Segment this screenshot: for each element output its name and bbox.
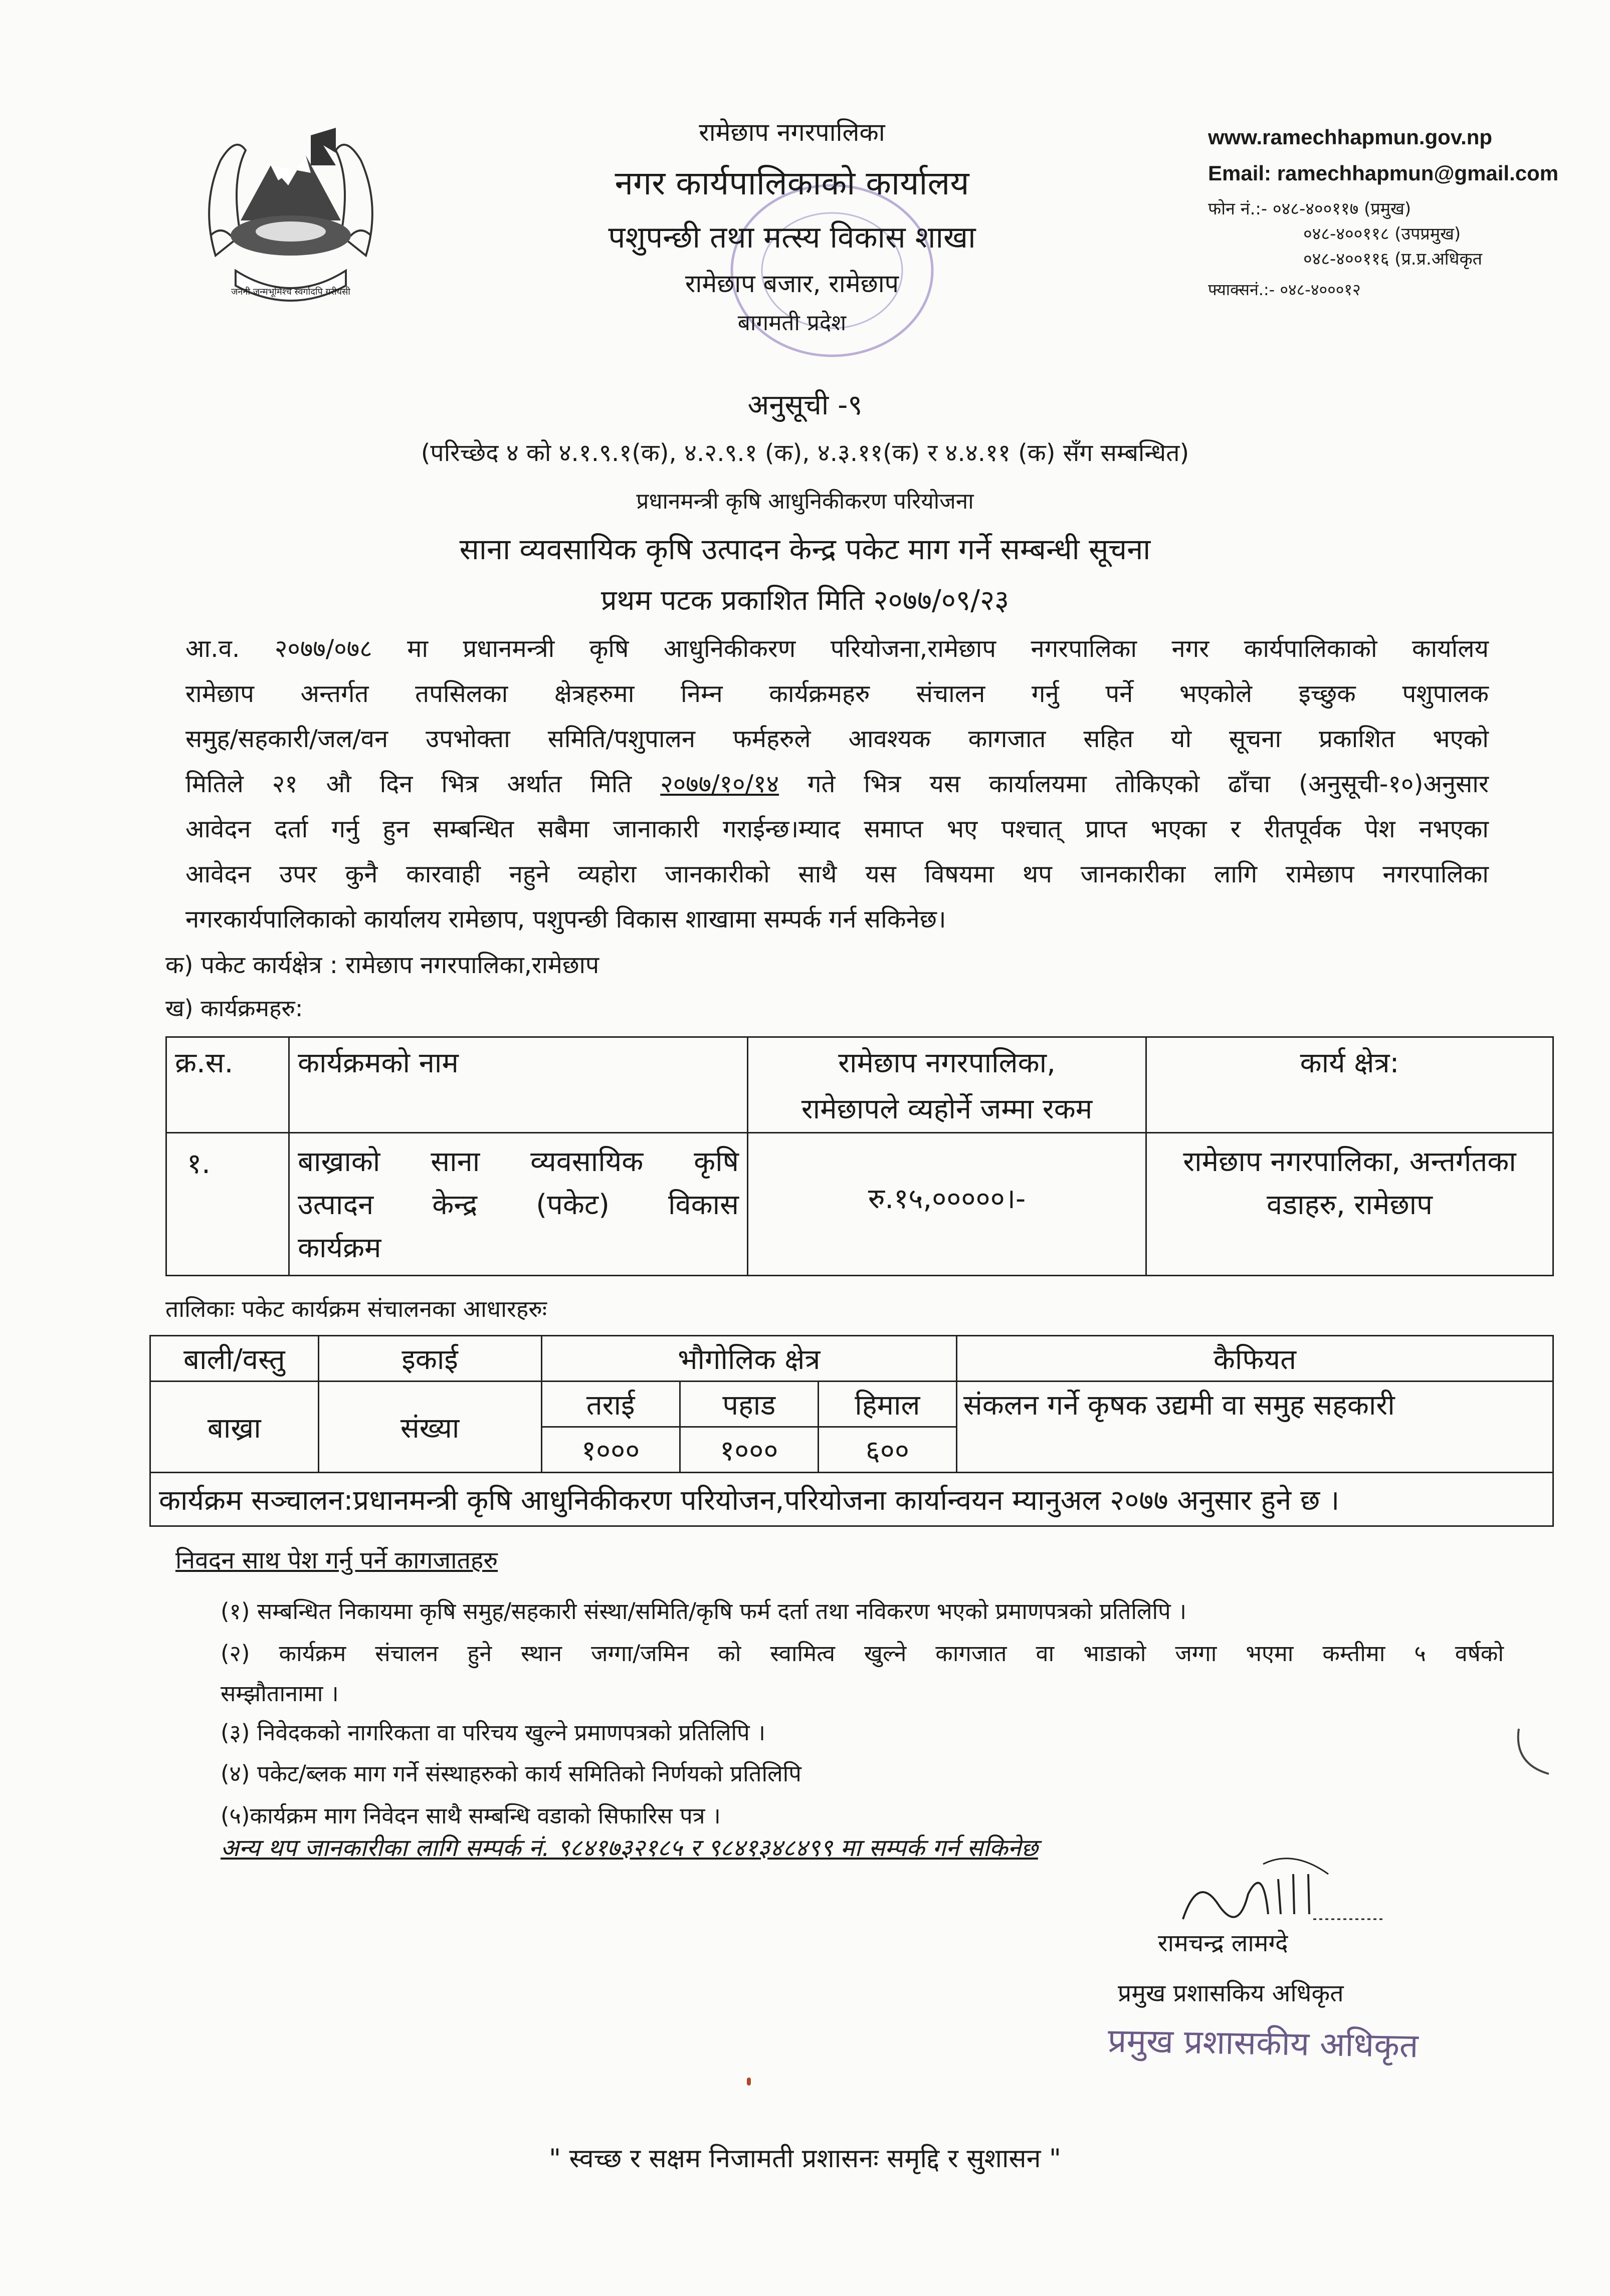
header-amount-line: रामेछाप नगरपालिका,	[838, 1047, 1056, 1079]
document-item-line: सम्झौतानामा ।	[221, 1680, 339, 1707]
document-item	[221, 1634, 1504, 1714]
email-address[interactable]: Email: ramechhapmun@gmail.com	[1208, 161, 1559, 185]
nepal-government-emblem-icon	[185, 105, 396, 316]
publish-date: प्रथम पटक प्रकाशित मिति २०७७/०९/२३	[600, 584, 1010, 617]
footer-motto: " स्वच्छ र सक्षम निजामती प्रशासनः समृद्दि र सुशासन "	[549, 2144, 1061, 2174]
document-item: (१) सम्बन्धित निकायमा कृषि समुह/सहकारी संस्था/समिति/कृषि फर्म दर्ता तथा नविकरण भएको प्रमाणपत्रको प्रतिलिपि ।	[221, 1598, 1187, 1625]
header-himal: हिमाल	[818, 1382, 956, 1427]
ink-mark	[747, 2078, 751, 2086]
program-operation-note: कार्यक्रम सञ्चालन:प्रधानमन्त्री कृषि आधुनिकीकरण परियोजन,परियोजना कार्यान्वयन म्यानुअल २०७७ अनुसार हुने छ ।	[150, 1473, 1553, 1526]
body-line: नगरकार्यपालिकाको कार्यालय रामेछाप, पशुपन्छी विकास शाखामा सम्पर्क गर्न सकिनेछ।	[185, 905, 946, 934]
body-line: आवेदन उपर कुनै कारवाही नहुने व्यहोरा जानकारीको साथै यस विषयमा थप जानकारीका लागि रामेछाप नगरपालिका	[185, 860, 1489, 888]
deadline-date: २०७७/१०/१४	[660, 770, 779, 798]
table-row	[150, 1473, 1553, 1526]
notice-title: साना व्यवसायिक कृषि उत्पादन केन्द्र पकेट माग गर्ने सम्बन्धी सूचना	[459, 532, 1151, 566]
province-name: बागमती प्रदेश	[737, 310, 847, 336]
document-item-line: (२) कार्यक्रम संचालन हुने स्थान जग्गा/जमिन को स्वामित्व खुल्ने कागजात वा भाडाको जग्गा भएमा कम्तीमा ५ वर्षको	[221, 1640, 1504, 1667]
program-name-line: कार्यक्रम	[298, 1232, 381, 1264]
cell-himal: ६००	[818, 1427, 956, 1473]
document-item: (५)कार्यक्रम माग निवेदन साथै सम्बन्धि वडाको सिफारिस पत्र ।	[221, 1802, 721, 1829]
body-text: गते भित्र यस कार्यालयमा तोकिएको ढाँचा (अनुसूची-१०)अनुसार	[807, 770, 1489, 798]
header-sn: क्र.स.	[166, 1037, 289, 1133]
notice-body	[185, 626, 1489, 942]
documents-heading: निवदन साथ पेश गर्नु पर्ने कागजातहरु	[175, 1546, 498, 1574]
header-terai: तराई	[541, 1382, 680, 1427]
cell-remark: संकलन गर्ने कृषक उद्यमी वा समुह सहकारी	[956, 1382, 1553, 1473]
pocket-area: क) पकेट कार्यक्षेत्र : रामेछाप नगरपालिका,रामेछाप	[165, 951, 599, 979]
designation-stamp: प्रमुख प्रशासकीय अधिकृत	[1107, 2021, 1419, 2065]
work-area-line: वडाहरु, रामेछाप	[1267, 1189, 1433, 1221]
table-header-row	[166, 1037, 1553, 1133]
body-line: आवेदन दर्ता गर्नु हुन सम्बन्धित सबैमा जानाकारी गराईन्छ।म्याद समाप्त भए पश्चात् प्राप्त भएका र रीतपूर्वक पेश नभएका	[185, 815, 1489, 843]
work-area-line: रामेछाप नगरपालिका, अन्तर्गतका	[1183, 1145, 1516, 1178]
cell-unit: संख्या	[318, 1382, 541, 1473]
basis-table	[149, 1335, 1554, 1527]
program-name-line: उत्पादन केन्द्र (पकेट) विकास	[298, 1189, 739, 1221]
header-remarks: कैफियत	[956, 1336, 1553, 1382]
body-line: रामेछाप अन्तर्गत तपसिलका क्षेत्रहरुमा निम्न कार्यक्रमहरु संचालन गर्नु पर्ने भएकोले इच्छुक पशुपालक	[185, 679, 1489, 708]
basis-table-caption: तालिकाः पकेट कार्यक्रम संचालनका आधारहरुः	[165, 1295, 547, 1322]
body-line-deadline	[185, 762, 1489, 807]
cell-amount: रु.१५,०००००।-	[748, 1133, 1146, 1276]
body-line: समुह/सहकारी/जल/वन उपभोक्ता समिति/पशुपालन फर्महरुले आवश्यक कागजात सहित यो सूचना प्रकाशित भएको	[185, 725, 1489, 753]
header-unit: इकाई	[318, 1336, 541, 1382]
program-table	[165, 1036, 1554, 1276]
contact-note: अन्य थप जानकारीका लागि सम्पर्क नं. ९८४१७३२१८५ र ९८४१३४८४९९ मा सम्पर्क गर्न सकिनेछ	[221, 1834, 1038, 1862]
office-address: रामेछाप बजार, रामेछाप	[685, 269, 899, 298]
table-row	[150, 1382, 1553, 1427]
fax-number: फ्याक्सनं.:- ०४८-४०००१२	[1208, 280, 1361, 299]
emblem-motto: जननी जन्मभूमिश्च स्वर्गादपि गरीयसी	[231, 287, 350, 297]
program-name-line: बाख्राको साना व्यवसायिक कृषि	[298, 1145, 739, 1178]
website-link[interactable]: www.ramechhapmun.gov.np	[1208, 125, 1493, 149]
branch-name: पशुपन्छी तथा मत्स्य विकास शाखा	[608, 220, 976, 255]
header-region: भौगोलिक क्षेत्र	[541, 1336, 956, 1382]
body-line: आ.व. २०७७/०७८ मा प्रधानमन्त्री कृषि आधुनिकीकरण परियोजना,रामेछाप नगरपालिका नगर कार्यपालिकाको कार्यालय	[185, 634, 1489, 663]
table-header-row	[150, 1336, 1553, 1382]
cell-terai: १०००	[541, 1427, 680, 1473]
signer-name: रामचन्द्र लामग्दे	[1158, 1929, 1288, 1957]
office-name: नगर कार्यपालिकाको कार्यालय	[615, 164, 969, 202]
signer-title: प्रमुख प्रशासकिय अधिकृत	[1118, 1979, 1344, 2007]
cell-sn: १.	[166, 1133, 289, 1276]
phone-number-chief: फोन नं.:- ०४८-४००११७ (प्रमुख)	[1208, 199, 1412, 219]
phone-number-deputy: ०४८-४००११८ (उपप्रमुख)	[1303, 224, 1461, 244]
header-amount-line: रामेछापले व्यहोर्ने जम्मा रकम	[801, 1093, 1093, 1125]
cell-work-area	[1146, 1133, 1553, 1276]
cell-crop: बाख्रा	[150, 1382, 319, 1473]
header-program-name: कार्यक्रमको नाम	[289, 1037, 748, 1133]
schedule-label: अनुसूची -९	[747, 389, 863, 421]
document-item: (३) निवेदकको नागरिकता वा परिचय खुल्ने प्रमाणपत्रको प्रतिलिपि ।	[221, 1719, 766, 1746]
schedule-reference: (परिच्छेद ४ को ४.१.९.१(क), ४.२.९.१ (क), ४.३.११(क) र ४.४.११ (क) सँग सम्बन्धित)	[421, 439, 1189, 467]
table-row	[166, 1133, 1553, 1276]
header-hill: पहाड	[680, 1382, 818, 1427]
body-text: मितिले २१ औ दिन भित्र अर्थात मिति	[185, 770, 632, 798]
municipality-name: रामेछाप नगरपालिका	[699, 118, 885, 147]
cell-program-name	[289, 1133, 748, 1276]
document-item: (४) पकेट/ब्लक माग गर्ने संस्थाहरुको कार्य समितिको निर्णयको प्रतिलिपि	[221, 1760, 801, 1787]
project-name: प्रधानमन्त्री कृषि आधुनिकीकरण परियोजना	[636, 489, 974, 514]
programs-label: ख) कार्यक्रमहरु:	[165, 995, 303, 1022]
header-work-area: कार्य क्षेत्र:	[1146, 1037, 1553, 1133]
cell-hill: १०००	[680, 1427, 818, 1473]
margin-mark-icon	[1514, 1724, 1554, 1779]
phone-number-cao: ०४८-४००११६ (प्र.प्र.अधिकृत	[1303, 249, 1482, 269]
header-amount	[748, 1037, 1146, 1133]
header-crop: बाली/वस्तु	[150, 1336, 319, 1382]
